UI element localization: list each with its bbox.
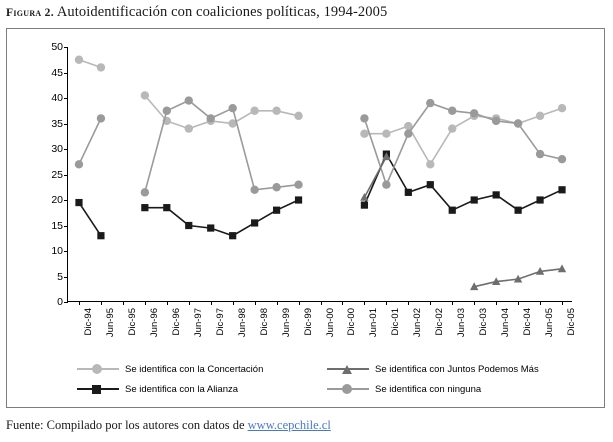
series-circle bbox=[75, 96, 566, 196]
x-axis-tick-label: Jun-03 bbox=[456, 308, 468, 338]
y-axis-tick-label: 40 bbox=[51, 92, 63, 104]
y-axis-tick-label: 20 bbox=[51, 194, 63, 206]
x-axis-tick-label: Jun-98 bbox=[236, 308, 248, 338]
x-axis-tick bbox=[321, 301, 322, 305]
plot-area bbox=[51, 41, 578, 338]
x-axis-tick bbox=[364, 301, 365, 305]
legend-label-alianza: Se identifica con la Alianza bbox=[125, 383, 239, 395]
x-axis-tick bbox=[518, 301, 519, 305]
x-axis-tick bbox=[474, 301, 475, 305]
y-axis-tick bbox=[64, 124, 68, 125]
x-axis-tick-label: Dic-99 bbox=[302, 308, 314, 336]
series-circle bbox=[75, 56, 566, 169]
y-axis-tick-label: 15 bbox=[51, 219, 63, 232]
y-axis-tick bbox=[64, 47, 68, 48]
x-axis-tick bbox=[233, 301, 234, 305]
x-axis-tick-label: Jun-04 bbox=[500, 308, 512, 338]
source-link[interactable]: www.cepchile.cl bbox=[247, 418, 331, 432]
series-square bbox=[75, 151, 565, 240]
x-axis-tick-label: Jun-99 bbox=[280, 308, 292, 338]
legend-row bbox=[77, 359, 557, 379]
x-axis-tick bbox=[430, 301, 431, 305]
chart-legend bbox=[77, 359, 557, 399]
x-axis-tick-label: Jun-02 bbox=[412, 308, 424, 338]
legend-marker-alianza bbox=[77, 384, 119, 394]
y-axis-tick bbox=[64, 98, 68, 99]
x-axis-tick-label: Dic-00 bbox=[346, 308, 358, 336]
x-axis-tick-label: Jun-01 bbox=[368, 308, 380, 338]
y-axis-tick bbox=[64, 277, 68, 278]
y-axis-tick bbox=[64, 73, 68, 74]
x-axis-tick bbox=[255, 301, 256, 305]
y-axis-tick-label: 50 bbox=[51, 41, 63, 53]
y-axis-tick-label: 45 bbox=[51, 66, 63, 79]
figure-title-text: Autoidentificación con coaliciones políticas, 1994-2005 bbox=[56, 4, 388, 20]
x-axis-tick-label: Dic-97 bbox=[214, 308, 226, 336]
x-axis-tick-label: Jun-05 bbox=[544, 308, 556, 338]
y-axis-tick bbox=[64, 251, 68, 252]
y-axis-tick-label: 5 bbox=[57, 270, 63, 283]
legend-label-concertacion: Se identifica con la Concertación bbox=[125, 363, 264, 375]
figure-title bbox=[6, 4, 607, 21]
y-axis-tick bbox=[64, 149, 68, 150]
legend-item-ninguna bbox=[327, 379, 557, 399]
x-axis-tick-label: Dic-05 bbox=[566, 308, 578, 336]
x-axis-tick bbox=[79, 301, 80, 305]
y-axis-tick bbox=[64, 226, 68, 227]
y-axis-tick-label: 10 bbox=[51, 245, 63, 257]
legend-label-juntos-podemos: Se identifica con Juntos Podemos Más bbox=[375, 363, 539, 375]
x-axis-tick-label: Dic-98 bbox=[258, 308, 270, 336]
legend-marker-concertacion bbox=[77, 364, 119, 374]
chart-frame bbox=[6, 28, 605, 408]
x-axis-tick bbox=[277, 301, 278, 305]
y-axis-tick-label: 30 bbox=[51, 143, 63, 155]
x-axis-tick bbox=[167, 301, 168, 305]
y-axis-tick bbox=[64, 302, 68, 303]
x-axis-tick-label: Dic-02 bbox=[434, 308, 446, 336]
legend-row bbox=[77, 379, 557, 399]
y-axis-tick-label: 25 bbox=[51, 168, 63, 181]
x-axis-tick-label: Jun-00 bbox=[324, 308, 336, 338]
x-axis-tick bbox=[496, 301, 497, 305]
x-axis-tick-label: Dic-03 bbox=[478, 308, 490, 336]
x-axis-tick bbox=[101, 301, 102, 305]
x-axis-tick-label: Dic-01 bbox=[390, 308, 402, 336]
x-axis-tick bbox=[211, 301, 212, 305]
y-axis-tick-label: 0 bbox=[57, 296, 63, 308]
x-axis-tick-label: Dic-94 bbox=[82, 308, 94, 336]
x-axis-tick bbox=[342, 301, 343, 305]
x-axis-tick-label: Dic-96 bbox=[170, 308, 182, 336]
x-axis-tick bbox=[123, 301, 124, 305]
legend-item-concertacion bbox=[77, 359, 327, 379]
x-axis-tick bbox=[386, 301, 387, 305]
y-axis-tick bbox=[64, 175, 68, 176]
x-axis-tick bbox=[408, 301, 409, 305]
legend-marker-ninguna bbox=[327, 384, 369, 394]
legend-marker-juntos-podemos bbox=[327, 364, 369, 374]
legend-label-ninguna: Se identifica con ninguna bbox=[375, 383, 482, 395]
x-axis-tick-label: Jun-96 bbox=[148, 308, 160, 338]
x-axis-tick-label: Jun-95 bbox=[104, 308, 116, 338]
legend-item-juntos-podemos bbox=[327, 359, 557, 379]
x-axis-tick bbox=[299, 301, 300, 305]
source-note bbox=[6, 418, 331, 433]
x-axis-tick bbox=[540, 301, 541, 305]
x-axis-tick-label: Dic-04 bbox=[522, 308, 534, 336]
series-layer bbox=[68, 47, 573, 302]
x-axis-tick bbox=[562, 301, 563, 305]
x-axis-tick-label: Dic-95 bbox=[126, 308, 138, 336]
figure-label: Figura 2. bbox=[6, 7, 54, 19]
legend-item-alianza bbox=[77, 379, 327, 399]
y-axis-tick-label: 35 bbox=[51, 117, 63, 130]
y-axis-tick bbox=[64, 200, 68, 201]
x-axis-tick-label: Jun-97 bbox=[192, 308, 204, 338]
x-axis-tick bbox=[145, 301, 146, 305]
x-axis-tick bbox=[452, 301, 453, 305]
source-text: Fuente: Compilado por los autores con datos de bbox=[6, 418, 248, 432]
x-axis-tick bbox=[189, 301, 190, 305]
